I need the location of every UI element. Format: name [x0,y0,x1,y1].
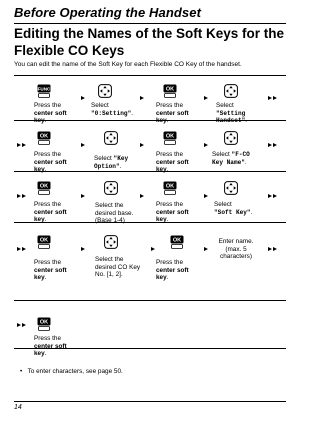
continue-arrow-icon [268,194,277,199]
func-key-icon [37,84,51,98]
row-divider [14,75,286,76]
arrow-right-icon [140,143,144,147]
step-label: Press the center soft key. [34,335,67,358]
continue-arrow-icon [17,143,26,148]
navigator-key-icon [104,131,118,145]
navigator-key-icon [224,181,238,195]
ok-key-icon [170,235,184,249]
ok-key-icon [37,181,51,195]
continue-arrow-icon [268,143,277,148]
step-label: Select "Key Option". [94,155,129,170]
step-label: Press the center soft key. [34,259,67,282]
svg-text:OK: OK [39,237,49,244]
ok-key-icon [37,317,51,331]
ok-key-icon [163,181,177,195]
navigator-key-icon [224,131,238,145]
step-label: Press the center soft key. [34,151,67,174]
arrow-right-icon [204,194,208,198]
arrow-right-icon [151,247,155,251]
step-label: Enter name. (max. 5 characters) [218,238,254,261]
arrow-right-icon [140,194,144,198]
continue-arrow-icon [17,323,26,328]
step-label: Press the center soft key. [156,259,189,282]
svg-text:OK: OK [172,237,182,244]
row-divider [14,300,286,301]
svg-text:OK: OK [165,133,175,140]
navigator-key-icon [224,84,238,98]
continue-arrow-icon [268,96,277,101]
running-header: Before Operating the Handset [14,5,201,20]
step-label: Select "F-CO Key Name". [212,151,250,166]
step-label: Select "Setting Handset". [216,102,248,125]
arrow-right-icon [81,96,85,100]
step-label: Select the desired CO Key No. [1, 2]. [95,256,141,279]
step-label: Press the center soft key. [34,201,67,224]
step-label: Select "Soft Key". [214,201,253,216]
arrow-right-icon [81,143,85,147]
intro-text: You can edit the name of the Soft Key for each Flexible CO Key of the handset. [14,61,242,68]
navigator-key-icon [98,84,112,98]
ok-key-icon [163,84,177,98]
page-number: 14 [14,404,22,411]
continue-arrow-icon [17,247,26,252]
svg-text:OK: OK [39,319,49,326]
section-title: Editing the Names of the Soft Keys for the Flexible CO Keys [14,26,285,58]
navigator-key-icon [104,235,118,249]
arrow-right-icon [204,247,208,251]
continue-arrow-icon [268,247,277,252]
ok-key-icon [37,131,51,145]
navigator-key-icon [104,181,118,195]
footer-rule [14,401,286,402]
ok-key-icon [37,235,51,249]
arrow-right-icon [204,96,208,100]
svg-text:OK: OK [39,183,49,190]
step-label: Select the desired base. (Base 1-4) [95,202,134,225]
note-item: • To enter characters, see page 50. [20,368,123,375]
arrow-right-icon [204,143,208,147]
step-label: Press the center soft key. [34,102,67,125]
svg-text:OK: OK [165,86,175,93]
arrow-right-icon [81,247,85,251]
arrow-right-icon [140,96,144,100]
svg-text:OK: OK [165,183,175,190]
step-label: Press the center soft key. [156,201,189,224]
step-label: Select "0:Setting". [91,102,134,117]
svg-text:OK: OK [39,133,49,140]
ok-key-icon [163,131,177,145]
arrow-right-icon [81,194,85,198]
header-rule [14,23,286,24]
svg-text:FUNC: FUNC [37,86,51,92]
step-label: Press the center soft key. [156,151,189,174]
note-text: To enter characters, see page 50. [27,368,123,375]
continue-arrow-icon [17,194,26,199]
step-label: Press the center soft key. [156,102,189,125]
